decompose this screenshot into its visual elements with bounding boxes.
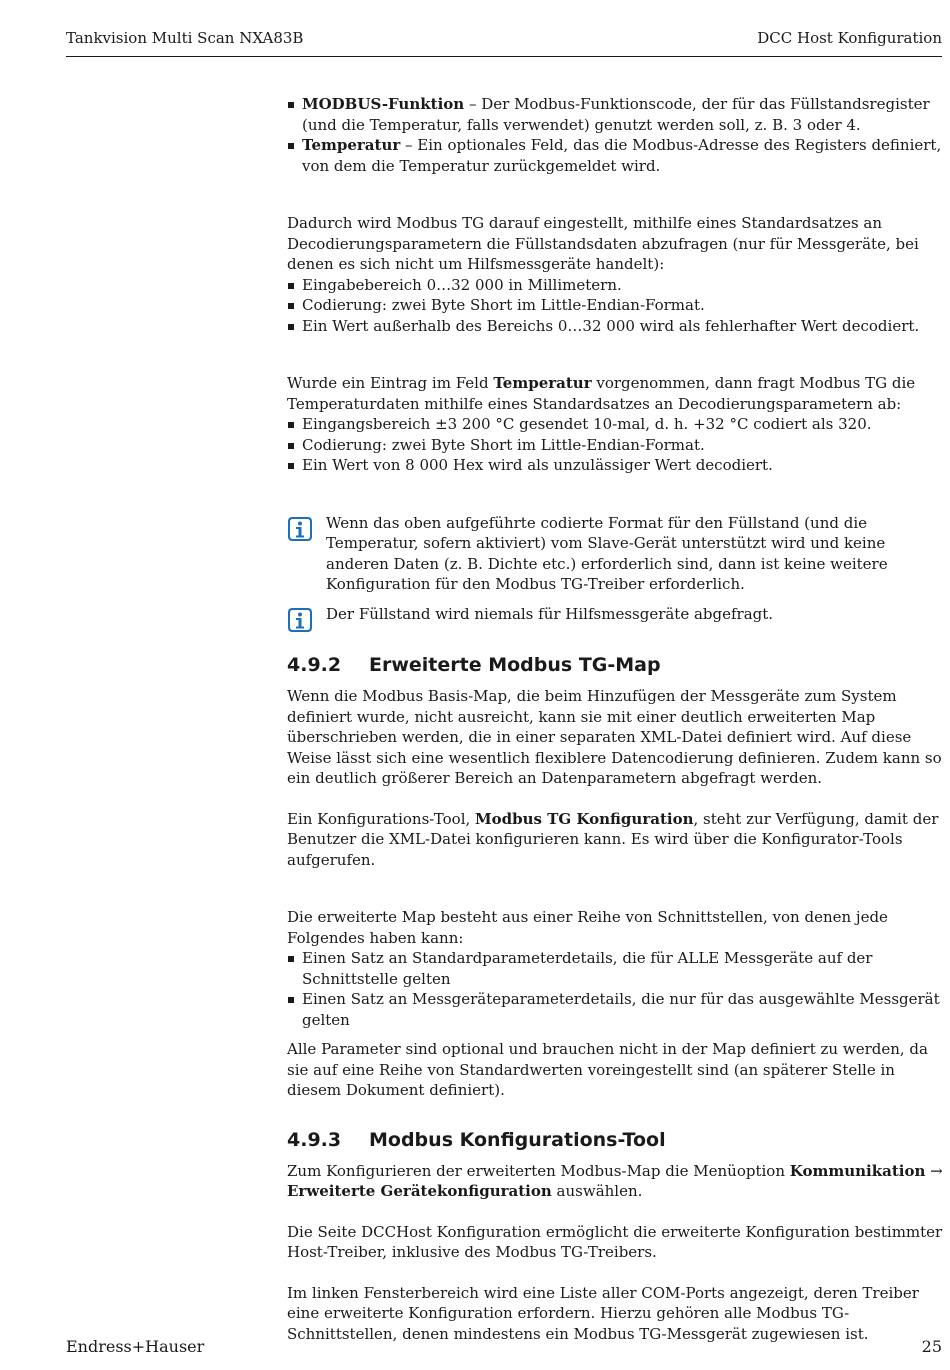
parameter-list — [287, 94, 943, 176]
paragraph: Wenn die Modbus Basis-Map, die beim Hinzufügen der Messgeräte zum System definiert wurde, nicht ausreicht, kann sie mit einer deutlich erweiterten Map überschrieben werden, die in einer separaten XML-Datei definiert wird. Auf diese Weise lässt sich eine wesentlich flexiblere Datencodierung definieren. Zudem kann so ein deutlich größerer Bereich an Datenparametern abgefragt werden. — [287, 687, 942, 787]
page-footer — [66, 1336, 942, 1358]
note-text: Der Füllstand wird niemals für Hilfsmessgeräte abgefragt. — [326, 604, 774, 623]
info-icon — [287, 607, 313, 633]
header-document-title: Tankvision Multi Scan NXA83B — [66, 29, 304, 47]
info-note — [287, 513, 943, 595]
tool-name: Modbus TG Konfiguration — [475, 809, 694, 828]
field-name: Temperatur — [493, 374, 592, 392]
page-number: 25 — [921, 1337, 942, 1356]
info-icon — [287, 516, 313, 542]
term-description: – Ein optionales Feld, das die Modbus-Adresse des Registers definiert, von dem die Temperatur zurückgemeldet wird. — [302, 136, 942, 175]
paragraph — [287, 809, 943, 871]
interface-details-list — [287, 948, 943, 1030]
list-item: Eingabebereich 0…32 000 in Millimetern. — [287, 275, 943, 296]
temperature-decoding-list — [287, 414, 943, 476]
list-item: Eingangsbereich ±3 200 °C gesendet 10-mal, d. h. +32 °C codiert als 320. — [287, 414, 943, 435]
term-description: – Der Modbus-Funktionscode, der für das Füllstandsregister (und die Temperatur, falls verwendet) genutzt werden soll, z. B. 3 oder 4. — [302, 95, 930, 134]
list-item: Codierung: zwei Byte Short im Little-Endian-Format. — [287, 295, 943, 316]
section-title: Modbus Konfigurations-Tool — [369, 1128, 666, 1151]
text-span: , steht zur Verfügung, damit der Benutzer die XML-Datei konfigurieren kann. Es wird über die Konfigurator-Tools aufgerufen. — [287, 809, 939, 869]
list-item — [287, 94, 943, 135]
main-content — [287, 94, 943, 1344]
text-span: vorgenommen, dann fragt Modbus TG die Temperaturdaten mithilfe eines Standardsatzes an Decodierungsparametern ab: — [287, 374, 916, 413]
section-number: 4.9.3 — [287, 1128, 342, 1151]
section-number: 4.9.2 — [287, 654, 342, 676]
note-text: Wenn das oben aufgeführte codierte Format für den Füllstand (und die Temperatur, sofern aktiviert) vom Slave-Gerät unterstützt wird und keine anderen Daten (z. B. Dichte etc.) erforderlich sind, dann ist keine weitere Konfiguration für den Modbus TG-Treiber erforderlich. — [326, 513, 888, 593]
section-title: Erweiterte Modbus TG-Map — [369, 654, 661, 676]
list-item: Ein Wert außerhalb des Bereichs 0…32 000 wird als fehlerhafter Wert decodiert. — [287, 316, 943, 337]
list-item: Einen Satz an Messgeräteparameterdetails, die nur für das ausgewählte Messgerät gelten — [287, 989, 943, 1030]
term-label: MODBUS-Funktion — [302, 95, 465, 113]
paragraph: Alle Parameter sind optional und brauchen nicht in der Map definiert zu werden, da sie auf eine Reihe von Standardwerten voreingestellt sind (an späterer Stelle in diesem Dokument definiert). — [287, 1040, 928, 1099]
paragraph — [287, 1161, 943, 1202]
term-label: Temperatur — [302, 136, 401, 154]
text-span: auswählen. — [551, 1182, 643, 1200]
page-header — [66, 28, 942, 57]
section-heading-4-9-3 — [287, 1127, 943, 1153]
list-item — [287, 135, 943, 176]
level-decoding-list — [287, 275, 943, 337]
paragraph: Die erweiterte Map besteht aus einer Reihe von Schnittstellen, von denen jede Folgendes haben kann: — [287, 908, 888, 947]
menu-option: Erweiterte Gerätekonfiguration — [287, 1182, 552, 1200]
paragraph: Die Seite DCCHost Konfiguration ermöglicht die erweiterte Konfiguration bestimmter Host-Treiber, inklusive des Modbus TG-Treibers. — [287, 1222, 943, 1261]
list-item: Codierung: zwei Byte Short im Little-Endian-Format. — [287, 435, 943, 456]
section-heading-4-9-2 — [287, 652, 943, 678]
menu-arrow: → — [925, 1161, 943, 1180]
list-item: Ein Wert von 8 000 Hex wird als unzulässiger Wert decodiert. — [287, 455, 943, 476]
header-chapter-title: DCC Host Konfiguration — [757, 29, 942, 47]
text-span: Wurde ein Eintrag im Feld — [287, 374, 494, 392]
menu-option: Kommunikation — [789, 1161, 926, 1180]
info-note — [287, 604, 943, 625]
level-intro-paragraph: Dadurch wird Modbus TG darauf eingestellt, mithilfe eines Standardsatzes an Decodierungsparametern die Füllstandsdaten abzufragen (nur für Messgeräte, bei denen es sich nicht um Hilfsmessgeräte handelt): — [287, 214, 919, 273]
paragraph: Im linken Fensterbereich wird eine Liste aller COM-Ports angezeigt, deren Treiber eine erweiterte Konfiguration erfordern. Hierzu gehören alle Modbus TG-Schnittstellen, denen mindestens ein Modbus TG-Messgerät zugewiesen ist. — [287, 1283, 919, 1343]
temperature-intro-paragraph — [287, 373, 943, 414]
text-span: Zum Konfigurieren der erweiterten Modbus-Map die Menüoption — [287, 1161, 790, 1180]
text-span: Ein Konfigurations-Tool, — [287, 809, 476, 828]
list-item: Einen Satz an Standardparameterdetails, die für ALLE Messgeräte auf der Schnittstelle gelten — [287, 948, 943, 989]
footer-brand: Endress+Hauser — [66, 1337, 205, 1356]
